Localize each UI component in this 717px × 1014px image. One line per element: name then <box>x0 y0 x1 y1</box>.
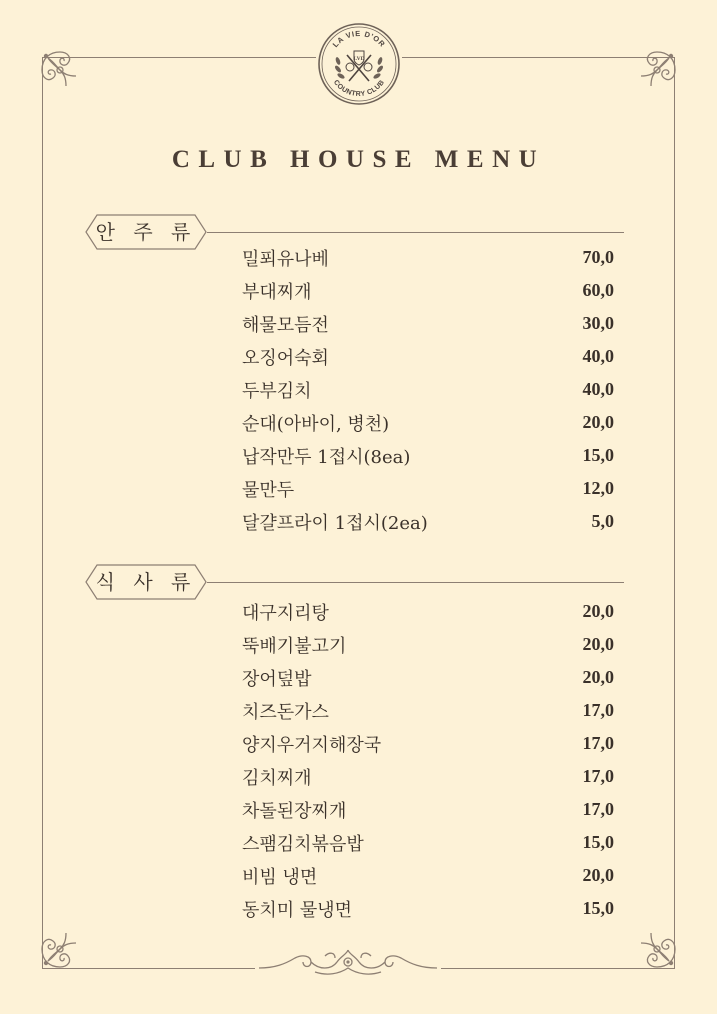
menu-list-appetizers <box>242 241 614 538</box>
section-divider <box>207 232 624 233</box>
menu-list-meals <box>242 595 614 925</box>
item-name: 밀푀유나베 <box>242 248 329 270</box>
item-name: 장어덮밥 <box>242 668 312 690</box>
corner-flourish-icon <box>38 48 82 92</box>
menu-item <box>242 628 614 661</box>
scroll-flourish-icon <box>255 944 441 980</box>
item-price: 40,0 <box>582 379 614 399</box>
item-price: 15,0 <box>582 832 614 852</box>
menu-item <box>242 661 614 694</box>
section-divider <box>207 582 624 583</box>
menu-item <box>242 826 614 859</box>
section-tag-appetizers <box>85 214 207 250</box>
menu-item <box>242 274 614 307</box>
item-price: 17,0 <box>582 733 614 753</box>
item-price: 17,0 <box>582 799 614 819</box>
menu-item <box>242 727 614 760</box>
section-tag-meals <box>85 564 207 600</box>
item-name: 부대찌개 <box>242 281 312 303</box>
menu-item <box>242 472 614 505</box>
item-name: 두부김치 <box>242 380 312 402</box>
item-price: 20,0 <box>582 634 614 654</box>
section-title: 식 사 류 <box>95 570 197 594</box>
menu-item <box>242 241 614 274</box>
item-name: 차돌된장찌개 <box>242 800 347 822</box>
menu-item <box>242 373 614 406</box>
item-price: 30,0 <box>582 313 614 333</box>
svg-text:COUNTRY CLUB <box>332 79 386 98</box>
item-price: 15,0 <box>582 898 614 918</box>
item-name: 순대(아바이, 병천) <box>242 413 390 435</box>
menu-title: CLUB HOUSE MENU <box>171 146 546 173</box>
menu-item <box>242 505 614 538</box>
menu-item <box>242 793 614 826</box>
item-name: 동치미 물냉면 <box>242 899 353 921</box>
menu-item <box>242 694 614 727</box>
menu-item <box>242 892 614 925</box>
menu-item <box>242 340 614 373</box>
section-title: 안 주 류 <box>95 220 197 244</box>
item-price: 20,0 <box>582 601 614 621</box>
item-name: 양지우거지해장국 <box>242 734 382 756</box>
item-name: 납작만두 1접시(8ea) <box>242 446 411 468</box>
item-price: 17,0 <box>582 700 614 720</box>
item-price: 20,0 <box>582 667 614 687</box>
item-name: 치즈돈가스 <box>242 701 329 723</box>
menu-item <box>242 439 614 472</box>
logo-crest-letters: LVD <box>353 56 365 62</box>
item-name: 달걀프라이 1접시(2ea) <box>242 512 428 534</box>
corner-flourish-icon <box>635 48 679 92</box>
item-name: 스팸김치볶음밥 <box>242 833 364 855</box>
item-price: 17,0 <box>582 766 614 786</box>
bottom-ornament <box>255 944 441 980</box>
item-name: 물만두 <box>242 479 295 501</box>
golf-crest-icon <box>316 21 402 107</box>
item-name: 비빔 냉면 <box>242 866 318 888</box>
menu-item <box>242 859 614 892</box>
svg-text:LA VIE D'OR <box>331 29 387 49</box>
item-name: 해물모듬전 <box>242 314 329 336</box>
item-price: 70,0 <box>582 247 614 267</box>
corner-flourish-icon <box>38 927 82 971</box>
logo-top-text: LA VIE D'OR <box>330 28 388 50</box>
item-price: 15,0 <box>582 445 614 465</box>
item-name: 김치찌개 <box>242 767 312 789</box>
menu-item <box>242 406 614 439</box>
menu-item <box>242 307 614 340</box>
item-price: 20,0 <box>582 865 614 885</box>
corner-flourish-icon <box>635 927 679 971</box>
menu-item <box>242 595 614 628</box>
menu-item <box>242 760 614 793</box>
logo-bottom-text: COUNTRY CLUB <box>331 78 387 99</box>
item-price: 12,0 <box>582 478 614 498</box>
item-name: 오징어숙회 <box>242 347 329 369</box>
item-name: 대구지리탕 <box>242 602 329 624</box>
item-name: 뚝배기불고기 <box>242 635 347 657</box>
item-price: 5,0 <box>591 511 614 531</box>
item-price: 60,0 <box>582 280 614 300</box>
club-logo <box>316 21 402 107</box>
item-price: 40,0 <box>582 346 614 366</box>
item-price: 20,0 <box>582 412 614 432</box>
